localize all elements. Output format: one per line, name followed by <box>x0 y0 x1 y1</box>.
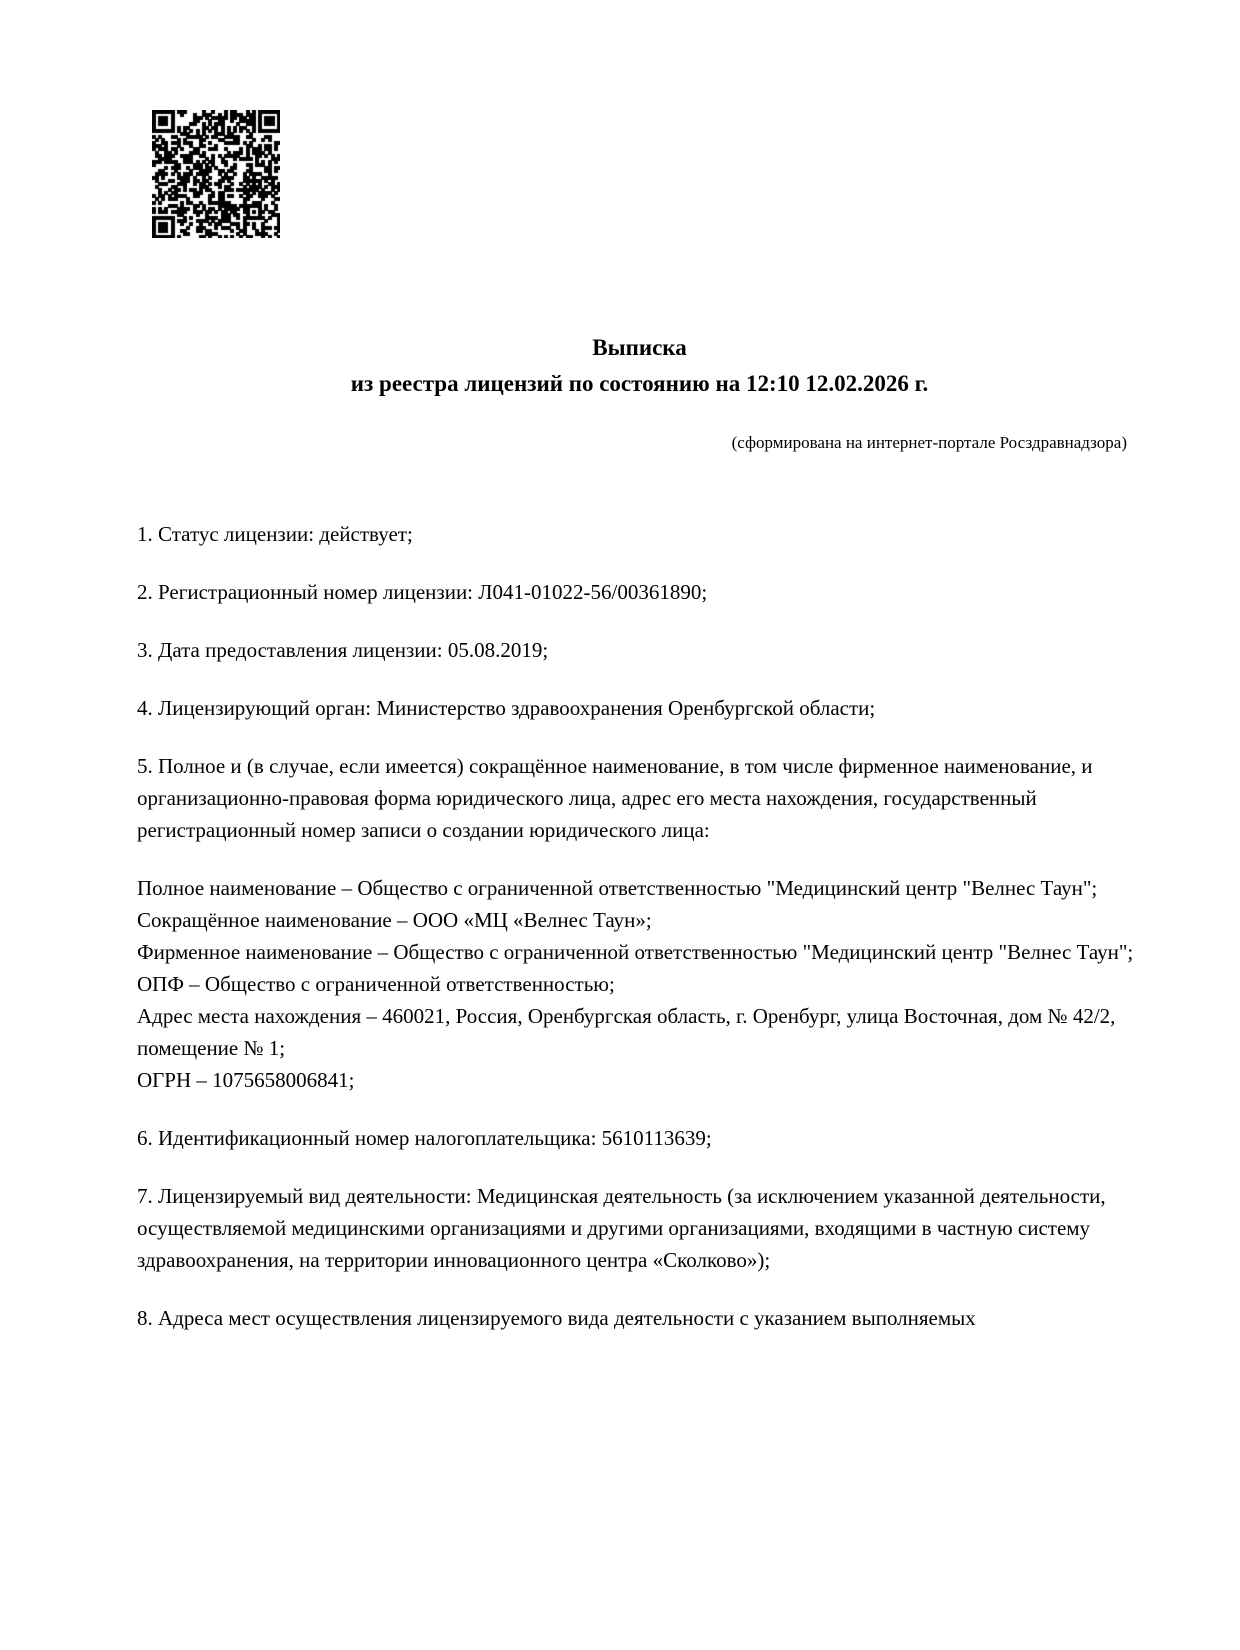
qr-code <box>152 110 280 238</box>
paragraph-line: Сокращённое наименование – ООО «МЦ «Велнес Таун»; <box>137 908 652 932</box>
paragraph-line: Фирменное наименование – Общество с ограниченной ответственностью "Медицинский центр "Велнес Таун"; <box>137 940 1134 964</box>
paragraph-line: 2. Регистрационный номер лицензии: Л041-01022-56/00361890; <box>137 580 708 604</box>
paragraph <box>137 1122 1142 1154</box>
paragraph <box>137 576 1142 608</box>
paragraph-line: ОПФ – Общество с ограниченной ответственностью; <box>137 972 615 996</box>
paragraph <box>137 518 1142 550</box>
paragraph-line: 4. Лицензирующий орган: Министерство здравоохранения Оренбургской области; <box>137 696 876 720</box>
paragraph-line: 7. Лицензируемый вид деятельности: Медицинская деятельность (за исключением указанной деятельности, осуществляемой медицинскими организациями и другими организациями, входящими в частную систему здравоохранения, на территории инновационного центра «Сколково»); <box>137 1184 1106 1272</box>
paragraph <box>137 1302 1142 1334</box>
paragraph-line: 3. Дата предоставления лицензии: 05.08.2019; <box>137 638 549 662</box>
paragraph <box>137 872 1142 1096</box>
document-subtitle: (сформирована на интернет-портале Росздравнадзора) <box>731 433 1127 452</box>
paragraph-line: 1. Статус лицензии: действует; <box>137 522 413 546</box>
paragraph-line: 6. Идентификационный номер налогоплательщика: 5610113639; <box>137 1126 712 1150</box>
paragraph <box>137 1180 1142 1276</box>
document-body <box>137 518 1142 1360</box>
paragraph-line: ОГРН – 1075658006841; <box>137 1068 355 1092</box>
paragraph-line: 8. Адреса мест осуществления лицензируемого вида деятельности с указанием выполняемых <box>137 1306 976 1330</box>
paragraph <box>137 750 1142 846</box>
document-title <box>137 330 1142 402</box>
paragraph <box>137 692 1142 724</box>
title-line-2: из реестра лицензий по состоянию на 12:10 12.02.2026 г. <box>350 371 929 396</box>
paragraph-line: Полное наименование – Общество с ограниченной ответственностью "Медицинский центр "Велнес Таун"; <box>137 876 1098 900</box>
title-line-1: Выписка <box>592 335 687 360</box>
paragraph-line: 5. Полное и (в случае, если имеется) сокращённое наименование, в том числе фирменное наименование, и организационно-правовая форма юридического лица, адрес его места нахождения, государственный регистрационный номер записи о создании юридического лица: <box>137 754 1093 842</box>
paragraph <box>137 634 1142 666</box>
paragraph-line: Адрес места нахождения – 460021, Россия, Оренбургская область, г. Оренбург, улица Восточная, дом № 42/2, помещение № 1; <box>137 1004 1116 1060</box>
